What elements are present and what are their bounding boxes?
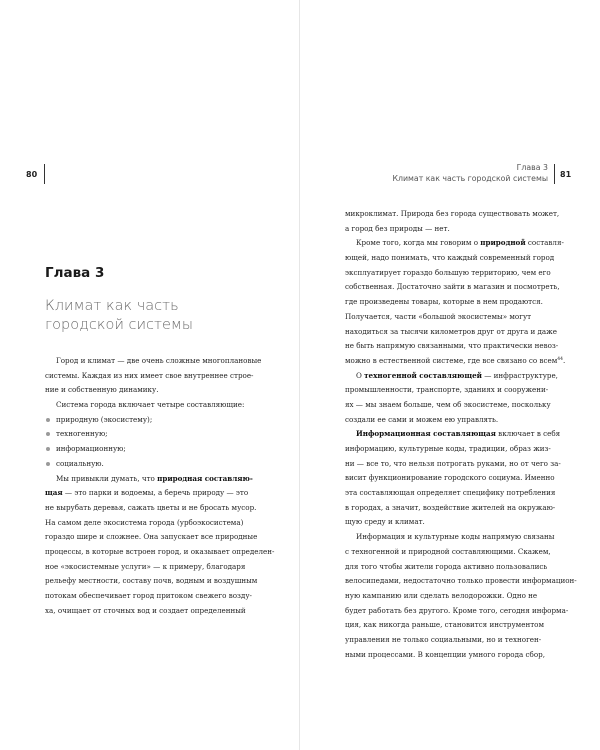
bold-term: техногенной составляющей (364, 370, 482, 380)
text-run: можно в естественной системе, где все связано со всем (345, 355, 558, 365)
text-line: ях — мы знаем больше, чем об экосистеме, поскольку (345, 399, 551, 409)
section-title (45, 297, 193, 335)
text-run: — это парки и водоемы, а беречь природу — это (62, 488, 249, 498)
text-line (45, 486, 255, 501)
text-line: системы. Каждая из них имеет свое внутреннее строе- (45, 370, 254, 380)
left-header-rule (44, 164, 45, 184)
text-line: Получается, части «большой экосистемы» могут (345, 311, 532, 321)
text-line: информацию, культурные коды, традиции, образ жиз- (345, 444, 551, 453)
text-line: ни — все то, что нельзя потрогать руками, но от чего за- (345, 458, 561, 468)
text-line (45, 472, 255, 487)
text-line: эта составляющая определяет специфику потребления (345, 488, 556, 498)
left-page-number: 80 (26, 170, 38, 179)
bold-term: природной (480, 238, 526, 248)
text-line: не вырубать деревья, сажать цветы и не бросать мусор. (45, 502, 257, 512)
text-line: находиться за тысячи километров друг от друга и даже (345, 326, 557, 336)
text-run: — инфраструктуре, (481, 370, 558, 380)
text-line: собственная. Достаточно зайти в магазин и посмотреть, (345, 282, 560, 292)
text-line: Информация и культурные коды напрямую связаны (356, 532, 555, 542)
text-line: Система города включает четыре составляющие: (56, 400, 245, 410)
text-line: щую среду и климат. (345, 517, 425, 527)
text-line: в городах, а значит, воздействие жителей на окружаю- (345, 502, 556, 512)
text-line: создали ее сами и можем ею управлять. (345, 414, 499, 424)
text-line: ное «экосистемные услуги» — к примеру, благодаря (45, 561, 246, 571)
text-line: микроклимат. Природа без города существовать может, (345, 209, 560, 218)
left-body-text (45, 354, 275, 618)
running-head-title: Климат как часть городской системы (392, 174, 548, 183)
text-line: ция, как никогда раньше, становится инструментом (345, 620, 545, 630)
text-line: Город и климат — две очень сложные многоплановые (56, 356, 262, 365)
text-line: ющей, надо понимать, что каждый современный город (345, 253, 555, 263)
text-line: не быть напрямую связанными, что практически невоз- (345, 341, 559, 351)
text-line (345, 427, 561, 442)
text-run: О (356, 370, 365, 380)
section-title-line: Климат как часть (45, 298, 179, 314)
text-line (345, 236, 564, 251)
text-run: составля- (525, 238, 564, 248)
text-line: процессы, в которые встроен город, и оказывает определен- (45, 546, 275, 556)
right-body-text (345, 207, 577, 662)
text-line: будет работать без другого. Кроме того, сегодня информа- (345, 605, 569, 615)
running-head-chapter: Глава 3 (516, 163, 548, 172)
list-item: техногенную; (45, 427, 255, 442)
text-line: управления не только социальными, но и техноген- (345, 634, 542, 644)
section-title-line: городской системы (45, 317, 193, 333)
text-line: а город без природы — нет. (345, 223, 450, 233)
text-line: ными процессами. В концепции умного города сбор, (345, 649, 545, 659)
text-line: висит функционирование городского социума. Именно (345, 473, 555, 483)
right-page-number: 81 (560, 170, 572, 179)
text-line: На самом деле экосистема города (урбоэкосистема) (45, 517, 244, 527)
text-line: ную кампанию или сделать велодорожки. Одно не (345, 590, 538, 600)
bold-term: щая (45, 488, 63, 498)
chapter-title: Глава 3 (45, 265, 105, 281)
book-gutter (299, 0, 300, 750)
text-line: для того чтобы жители города активно пользовались (345, 561, 548, 571)
text-line: потокам обеспечивает город притоком свежего возду- (45, 591, 252, 600)
text-line: промышленности, транспорте, зданиях и сооружени- (345, 385, 549, 395)
text-run: Мы привыкли думать, что (56, 473, 158, 483)
right-header-rule (554, 164, 555, 184)
footnote-ref[interactable]: 44 (557, 356, 563, 362)
list-item: социальную. (45, 457, 255, 472)
text-line (345, 369, 558, 384)
text-line: с техногенной и природной составляющими. Скажем, (345, 546, 551, 556)
text-run: . (563, 355, 566, 365)
text-line: где произведены товары, которые в нем продаются. (345, 297, 543, 307)
bold-term: природная составляю- (157, 473, 253, 483)
text-line: гораздо шире и сложнее. Она запускает все природные (45, 532, 258, 542)
text-line: ние и собственную динамику. (45, 385, 159, 395)
text-line: ха, очищает от сточных вод и создает определенный (45, 605, 246, 615)
text-run: Кроме того, когда мы говорим о (356, 238, 481, 248)
text-run: включает в себя (495, 429, 561, 439)
bold-term: Информационная составляющая (356, 429, 496, 439)
list-item: природную (экосистему); (45, 413, 255, 428)
text-line: велосипедами, недостаточно только провести информацион- (345, 576, 577, 586)
text-line: рельефу местности, составу почв, водным и воздушным (45, 576, 258, 586)
text-line: эксплуатирует гораздо большую территорию, чем его (345, 267, 551, 277)
list-item: информационную; (45, 442, 255, 457)
text-line (345, 354, 566, 369)
